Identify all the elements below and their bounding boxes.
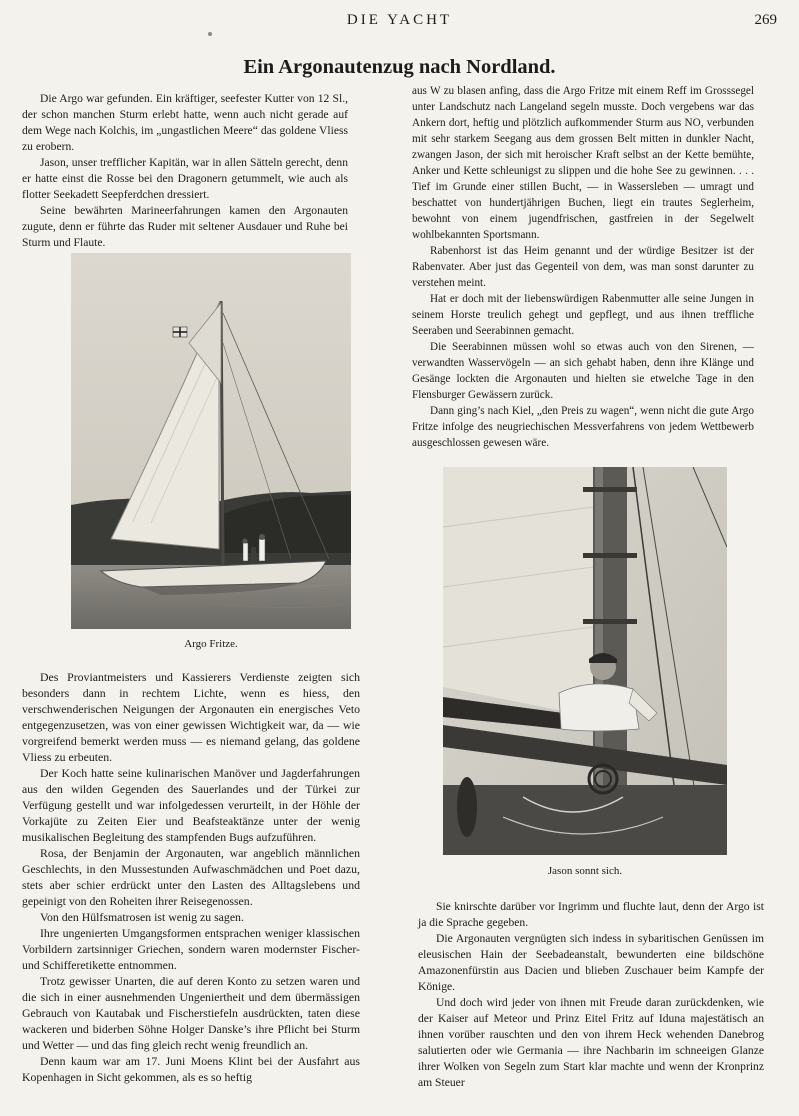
paragraph: Dann ging’s nach Kiel, „den Preis zu wagen“, wenn nicht die gute Argo Fritze infolge des neugriechischen Messverfahrens von jedem Wettbewerb ausgeschlossen gewesen wäre. (412, 405, 754, 449)
page-number: 269 (754, 12, 777, 28)
photo-jason-sunbathing (443, 467, 727, 855)
paragraph: Die Argo war gefunden. Ein kräftiger, seefester Kutter von 12 Sl., der schon manchen Sturm erlebt hatte, wenn auch nicht gerade auf dem Wege nach Kolchis, im „ungastlichen Meere“ das goldene Vliess zu erobern. (22, 92, 348, 153)
column-left-bottom (22, 669, 360, 1085)
paragraph: Sie knirschte darüber vor Ingrimm und fluchte laut, denn der Argo ist ja die Sprache gegeben. (418, 900, 764, 929)
figure-caption: Jason sonnt sich. (547, 865, 623, 877)
figure-caption: Argo Fritze. (184, 638, 238, 650)
paragraph: Die Argonauten vergnügten sich indess in sybaritischen Genüssen im eleusischen Hain der Seebadeanstalt, bewunderten eine bildschöne Amazonenfürstin aus Dacien und blieben Zuschauer beim Kampfe der Könige. (418, 932, 764, 993)
paragraph: Rosa, der Benjamin der Argonauten, war angeblich männlichen Geschlechts, in den Mussestunden Aufwaschmädchen und Poet dazu, stets aber schier erdrückt unter den Lasten des Alltagslebens und gepeinigt von den Roheiten ihrer Reisegenossen. (22, 846, 360, 908)
column-right-top (412, 83, 754, 451)
paragraph: Trotz gewisser Unarten, die auf deren Konto zu setzen waren und die sich in einer ausnehmenden Ungeniertheit und dem übermässigen Gebrauch von Kautabak und Fischerstiefeln ausdrückten, taten diese wackeren und biderben Söhne Holger Danske’s ihre Pflicht bei Sturm und Wetter — und das fing gleich recht wenig freundlich an. (22, 974, 360, 1052)
sailboat-illustration (71, 253, 351, 629)
running-title: DIE YACHT (346, 12, 453, 28)
paragraph: Hat er doch mit der liebenswürdigen Rabenmutter alle seine Jungen in seinem Horste treulich gehegt und gepflegt, und aus ihnen treffliche Seeraben und Seerabinnen gemacht. (412, 293, 754, 337)
running-head (0, 10, 799, 34)
paragraph: Der Koch hatte seine kulinarischen Manöver und Jagderfahrungen aus den wilden Gegenden des Sauerlandes und der Türkei zur Verfügung gestellt und war infolgedessen verurteilt, in der Höhle der Vorkajüte zu Zeiten Eier und Beafsteaktänze unter der wenig musikalischen Begleitung des stampfenden Bugs aufzuführen. (22, 766, 360, 844)
print-speck (208, 32, 212, 36)
column-left-top (22, 91, 348, 251)
paragraph: Und doch wird jeder von ihnen mit Freude daran zurückdenken, wie der Kaiser auf Meteor und Prinz Eitel Fritz auf Iduna majestätisch an ihnen vorüber rauschten und den von ihrem Heck wehenden Danebrog salutierten oder wie Germania — ihre Nachbarin im schneeigen Glanze ihrer Wolken von Segeln zum Start klar machte und wenn der Kronprinz am Steuer (418, 996, 764, 1089)
paragraph: Des Proviantmeisters und Kassierers Verdienste zeigten sich besonders dann in rechtem Lichte, wenn es hiess, den verschwenderischen Neigungen der Argonauten ein energisches Veto entgegenzusetzen, was von einer gewissen Wichtigkeit war, da — wie vorgreifend bemerkt werden muss — es niemand gelang, das goldene Vliess zu erbeuten. (22, 670, 360, 764)
photo-argo-fritze (71, 253, 351, 629)
paragraph: Jason, unser trefflicher Kapitän, war in allen Sätteln gerecht, denn er hatte einst die Rosse bei den Dragonern getummelt, wie auch als flotter Seekadett Seepferdchen dressiert. (22, 156, 348, 201)
paragraph: Denn kaum war am 17. Juni Moens Klint bei der Ausfahrt aus Kopenhagen in Sicht gekommen, als es so heftig (22, 1054, 360, 1084)
paragraph: aus W zu blasen anfing, dass die Argo Fritze mit einem Reff im Grosssegel unter Landschutz nach Langeland segeln musste. Doch vergebens war das Ankern dort, heftig und plötzlich aufkommender Sturm aus NO, verbunden mit sehr starkem Seegang aus dem grossen Belt mitten in dunkler Nacht, zwangen Jason, der sich mit heroischer Kraft selbst an der Kette bemühte, Anker und Kette schleunigst zu slippen und die hohe See zu gewinnen. . . . Tief im Grunde einer stillen Bucht, — in Wassersleben — umragt und beschattet von hundertjährigen Buchen, liegt ein trautes Seglerheim, bewohnt von einem jugendfrischen, gastfreien in der Segelwelt wohlbekannten Sportsmann. (412, 85, 754, 241)
paragraph: Rabenhorst ist das Heim genannt und der würdige Besitzer ist der Rabenvater. Aber just das Gegenteil von dem, was man sonst darunter zu verstehen meint. (412, 245, 754, 289)
column-right-bottom (418, 899, 764, 1091)
paragraph: Ihre ungenierten Umgangsformen entsprachen weniger klassischen Vorbildern zartsinniger Griechen, sondern waren modernster Fischer- und Schifferetikette entnommen. (22, 926, 360, 972)
boom-scene-illustration (443, 467, 727, 855)
paragraph: Seine bewährten Marineerfahrungen kamen den Argonauten zugute, denn er führte das Ruder mit seltener Ausdauer und Ruhe bei Sturm und Flaute. (22, 204, 348, 249)
paragraph: Die Seerabinnen müssen wohl so etwas auch von den Sirenen, — verwandten Wasservögeln — an sich gehabt haben, denn ihre Klänge und Gesänge lockten die Argonauten und hielten sie etwelche Tage in den Flensburger Gewässern zurück. (412, 341, 754, 401)
article-title: Ein Argonautenzug nach Nordland. (243, 56, 556, 78)
paragraph: Von den Hülfsmatrosen ist wenig zu sagen. (40, 910, 244, 924)
